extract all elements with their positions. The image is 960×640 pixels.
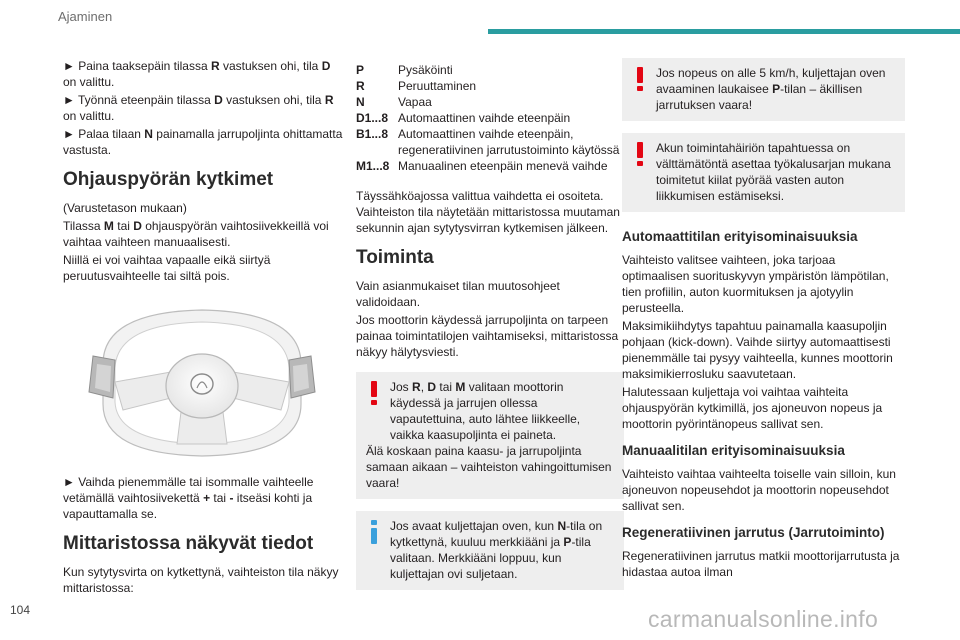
heading-regenerative-braking: Regeneratiivinen jarrutus (Jarrutoiminto) — [622, 525, 885, 540]
gear-code: M1...8 — [356, 159, 390, 173]
section-title: Ajaminen — [58, 9, 113, 24]
paragraph-trim-level: (Varustetason mukaan) — [63, 201, 187, 215]
paragraph-gear-switching-3: ► Palaa tilaan N painamalla jarrupoljinta ohittamatta vastusta. — [63, 127, 343, 157]
gear-description: Manuaalinen eteenpäin menevä vaihde — [398, 159, 608, 173]
gear-row — [356, 110, 624, 126]
heading-automatic-mode: Automaattitilan erityisominaisuuksia — [622, 229, 858, 244]
exclamation-icon — [366, 380, 382, 406]
exclamation-icon — [632, 66, 648, 92]
page-number: 104 — [10, 603, 31, 617]
heading-operation: Toiminta — [356, 247, 434, 268]
heading-manual-mode: Manuaalitilan erityisominaisuuksia — [622, 443, 845, 458]
warning-speed-text: Jos nopeus on alle 5 km/h, kuljettajan oven avaaminen laukaisee P-tilan – äkillisen jarrutuksen vaara! — [656, 66, 886, 112]
gear-description: Automaattinen vaihde eteenpäin — [398, 111, 571, 125]
paragraph-kick-down: Maksimikiihdytys tapahtuu painamalla kaasupoljin pohjaan (kick-down). Vaihde siirtyy automaattisesti pienemmälle tai pysyy vaihteella, kunnes moottorin maksimikierrosluku saavutetaan. — [622, 319, 893, 381]
gear-row — [356, 94, 624, 110]
gear-row — [356, 126, 624, 158]
paragraph-paddles-limits: Niillä ei voi vaihtaa vapaalle eikä siirtyä peruutusvaihteelle tai siltä pois. — [63, 253, 271, 283]
gear-code: N — [356, 95, 365, 109]
header-accent-bar — [488, 29, 960, 34]
gear-code: P — [356, 63, 365, 77]
warning-note-speed — [622, 58, 905, 121]
gear-description: Vapaa — [398, 95, 432, 109]
heading-steering-wheel-paddles: Ohjauspyörän kytkimet — [63, 169, 274, 190]
steering-wheel-illustration — [63, 294, 341, 462]
info-note-door — [356, 511, 624, 590]
paragraph-auto-gear-selection: Vaihteisto valitsee vaihteen, joka tarjoaa optimaalisen suorituskyvyn ympäristön lämpötilan, tien profiilin, auton kuormituksen ja ajotyylin perusteella. — [622, 253, 889, 315]
column-2 — [356, 58, 624, 600]
paragraph-manual-shifting: Vaihteisto vaihtaa vaihteelta toiselle vain silloin, kun ajoneuvon nopeusehdot ja moottorin nopeusehdot sallivat sen. — [622, 467, 896, 513]
gear-code: D1...8 — [356, 111, 389, 125]
gear-description: Peruuttaminen — [398, 79, 477, 93]
gear-description: Pysäköinti — [398, 63, 453, 77]
column-1 — [63, 58, 343, 598]
paragraph-paddle-override: Halutessaan kuljettaja voi vaihtaa vaihteita ohjauspyörän kytkimillä, jos ajoneuvon nopeus ja moottorin pyörintänopeus sallivat sen. — [622, 385, 883, 431]
gear-code: R — [356, 79, 365, 93]
info-icon — [366, 519, 382, 545]
paragraph-validation: Vain asianmukaiset tilan muutosohjeet validoidaan. — [356, 279, 560, 309]
paragraph-brake-alert: Jos moottorin käydessä jarrupoljinta on tarpeen painaa toimintatilojen vaihtamiseksi, mittaristossa näkyy hälytysviesti. — [356, 313, 619, 359]
paragraph-paddle-shift: ► Vaihda pienemmälle tai isommalle vaihteelle vetämällä vaihtosiivekettä + tai - itseäsi kohti ja vapauttamalla se. — [63, 475, 314, 521]
warning-note-battery — [622, 133, 905, 212]
exclamation-icon — [632, 141, 648, 167]
info-text: Jos avaat kuljettajan oven, kun N-tila on kytkettynä, kuuluu merkkiääni ja P-tila valitaan. Merkkiääni loppuu, kun kuljettajan ovi suljetaan. — [390, 519, 603, 581]
paragraph-gear-switching-1: ► Paina taaksepäin tilassa R vastuksen ohi, tila D on valittu. — [63, 59, 331, 89]
gear-description: Automaattinen vaihde eteenpäin, regeneratiivinen jarrutustoiminto käytössä — [398, 127, 620, 157]
heading-instrument-panel-info: Mittaristossa näkyvät tiedot — [63, 533, 314, 554]
gear-row — [356, 158, 624, 174]
paragraph-instrument-panel: Kun sytytysvirta on kytkettynä, vaihteiston tila näkyy mittaristossa: — [63, 565, 339, 595]
gear-row — [356, 62, 624, 78]
column-3 — [622, 58, 905, 582]
warning-text-1: Jos R, D tai M valitaan moottorin käydessä ja jarrujen ollessa vapautettuina, auto lähtee liikkeelle, vaikka kaasupoljinta ei paineta. — [390, 380, 581, 442]
gear-code: B1...8 — [356, 127, 389, 141]
watermark: carmanualsonline.info — [648, 606, 879, 632]
warning-battery-text: Akun toimintahäiriön tapahtuessa on välttämätöntä asettaa työkalusarjan mukana toimitetut kiilat pyörää vasten auton liikkumisen estämiseksi. — [656, 141, 891, 203]
paragraph-gear-switching-2: ► Työnnä eteenpäin tilassa D vastuksen ohi, tila R on valittu. — [63, 93, 334, 123]
warning-text-2: Älä koskaan paina kaasu- ja jarrupoljinta samaan aikaan – vaihteiston vahingoittumisen vaara! — [366, 444, 612, 490]
paragraph-paddles-usage: Tilassa M tai D ohjauspyörän vaihtosiivekkeillä voi vaihtaa vaihteen manuaalisesti. — [63, 219, 329, 249]
gear-mode-table — [356, 62, 624, 174]
gear-row — [356, 78, 624, 94]
paragraph-electric-mode: Täyssähköajossa valittua vaihdetta ei osoiteta. Vaihteiston tila näytetään mittaristossa muutaman sekunnin ajan sytytysvirran kytkemisen jälkeen. — [356, 189, 620, 235]
paragraph-regenerative-braking: Regeneratiivinen jarrutus matkii moottorijarrutusta ja hidastaa autoa ilman — [622, 549, 900, 579]
warning-note-creep — [356, 372, 624, 499]
